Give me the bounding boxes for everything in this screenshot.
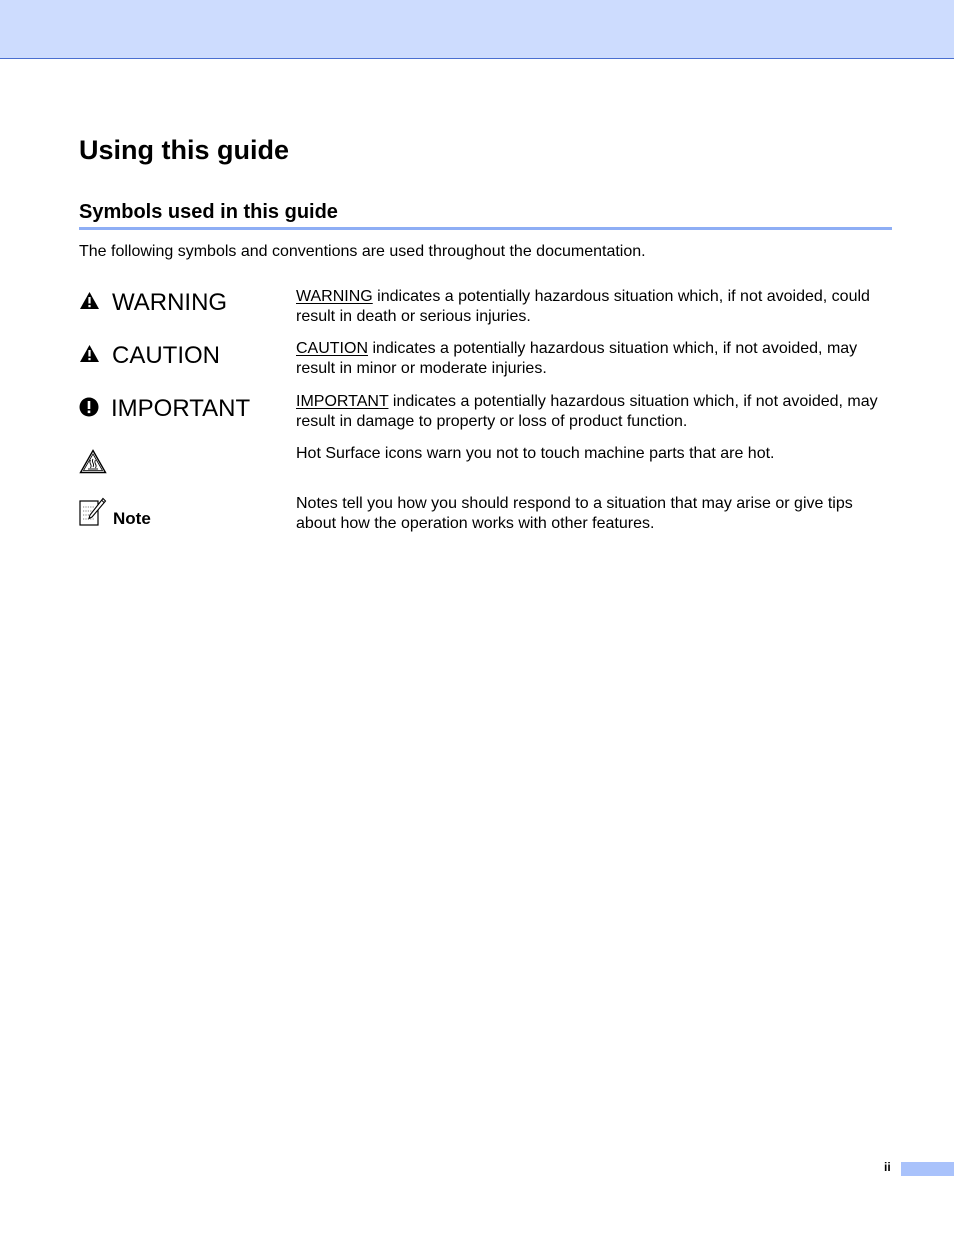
symbol-label-caution	[79, 342, 220, 370]
important-circle-icon	[79, 397, 99, 422]
warning-term: WARNING	[296, 288, 373, 305]
note-label: Note	[113, 509, 151, 528]
hot-surface-description: Hot Surface icons warn you not to touch machine parts that are hot.	[296, 445, 775, 462]
important-term: IMPORTANT	[296, 393, 389, 410]
note-description: Notes tell you how you should respond to a situation that may arise or give tips about how the operation works with other features.	[296, 495, 853, 532]
warning-label: WARNING	[112, 289, 228, 316]
caution-text: indicates a potentially hazardous situation which, if not avoided, may result in minor or moderate injuries.	[296, 340, 858, 377]
intro-paragraph: The following symbols and conventions are used throughout the documentation.	[79, 243, 646, 260]
caution-label: CAUTION	[112, 342, 220, 369]
note-pencil-icon	[79, 497, 107, 532]
symbol-label-note	[79, 497, 151, 532]
symbol-label-warning	[79, 289, 227, 317]
caution-triangle-icon	[79, 344, 100, 368]
caution-description	[296, 339, 896, 379]
hot-surface-icon	[79, 449, 107, 479]
important-description	[296, 392, 896, 432]
page-number-tab	[901, 1162, 954, 1176]
warning-triangle-icon	[79, 291, 100, 315]
warning-description	[296, 287, 896, 327]
caution-term: CAUTION	[296, 340, 368, 357]
page-title: Using this guide	[79, 135, 290, 165]
header-band	[0, 0, 954, 59]
symbol-label-hot-surface	[79, 449, 107, 479]
important-label: IMPORTANT	[111, 395, 251, 422]
page-number: ii	[884, 1160, 891, 1174]
important-text: indicates a potentially hazardous situation which, if not avoided, may result in damage to property or loss of product function.	[296, 393, 878, 430]
warning-text: indicates a potentially hazardous situation which, if not avoided, could result in death or serious injuries.	[296, 288, 870, 325]
symbol-label-important	[79, 395, 250, 423]
section-title: Symbols used in this guide	[79, 199, 892, 230]
